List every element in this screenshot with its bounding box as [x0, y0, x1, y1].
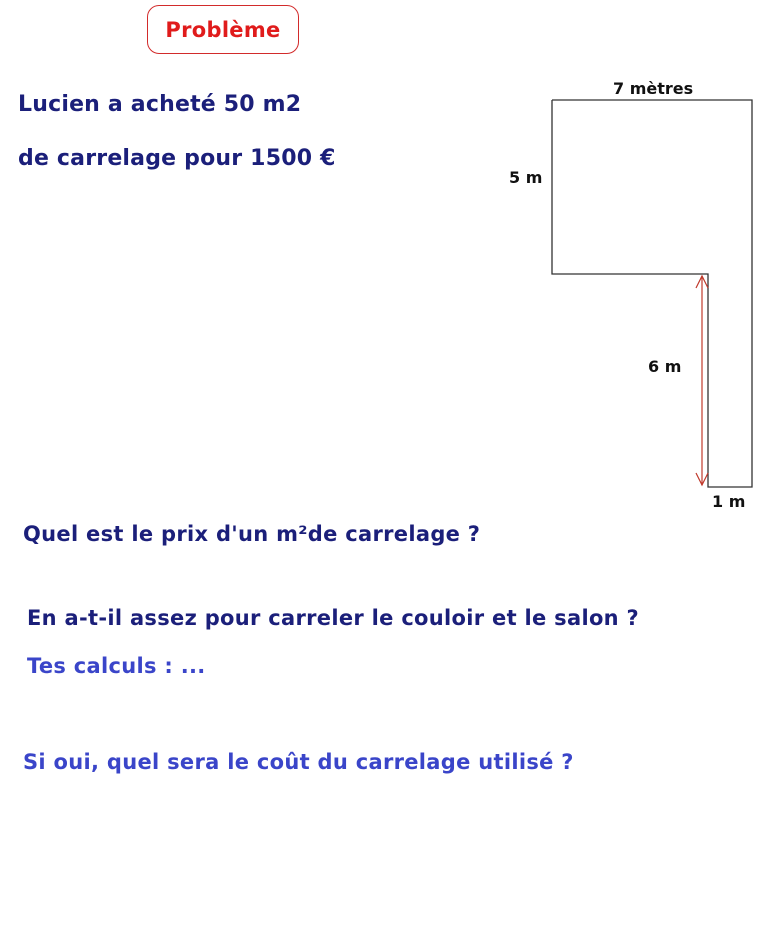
floor-plan-figure [490, 70, 776, 520]
title-box [147, 5, 299, 54]
page-title: Problème [165, 17, 281, 42]
question-cost-used: Si oui, quel sera le coût du carrelage utilisé ? [23, 750, 574, 774]
calculations-prompt: Tes calculs : ... [27, 654, 206, 678]
corridor-dimension-arrow [696, 276, 708, 485]
corridor-dimension-label: 6 m [648, 357, 682, 376]
question-price-per-m2: Quel est le prix d'un m²de carrelage ? [23, 522, 481, 546]
bottom-dimension-label: 1 m [712, 492, 746, 511]
question-enough-tiles: En a-t-il assez pour carreler le couloir et le salon ? [27, 606, 640, 630]
statement-line-1: Lucien a acheté 50 m2 [18, 92, 302, 117]
top-dimension-label: 7 mètres [613, 79, 694, 98]
left-dimension-label: 5 m [509, 168, 543, 187]
floor-plan-outline [552, 100, 752, 487]
statement-line-2: de carrelage pour 1500 € [18, 146, 336, 171]
